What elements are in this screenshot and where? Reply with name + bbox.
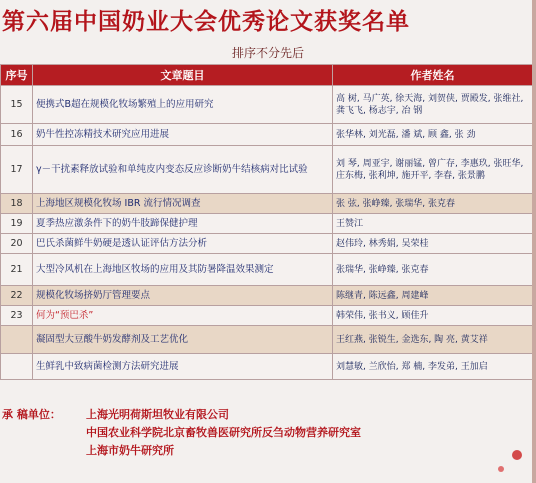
row-number: 21	[1, 254, 33, 286]
row-authors: 赵伟玲, 林秀娟, 吴荣桂	[333, 234, 533, 254]
row-number	[1, 354, 33, 380]
poster-subtitle: 排序不分先后	[231, 46, 304, 60]
table-row	[1, 124, 533, 146]
row-topic: γ－干扰素释放试验和单纯皮内变态反应诊断奶牛结核病对比试验	[33, 146, 333, 194]
row-authors: 张华林, 刘光磊, 潘 斌, 顾 鑫, 张 劲	[333, 124, 533, 146]
table-row	[1, 146, 533, 194]
organizer-2: 中国农业科学院北京畜牧兽医研究所反刍动物营养研究室	[86, 426, 361, 439]
header-authors: 作者姓名	[333, 65, 533, 86]
row-topic: 凝固型大豆酸牛奶发酵剂及工艺优化	[33, 326, 333, 354]
header-number: 序号	[1, 65, 33, 86]
row-authors: 刘 琴, 周亚宇, 谢丽锰, 曾广存, 李惠玖, 张旺华, 庄东梅, 张利坤, 施开平, 李春, 张景鹏	[333, 146, 533, 194]
row-topic: 便携式B超在规模化牧场繁殖上的应用研究	[33, 86, 333, 124]
table-row	[1, 286, 533, 306]
table-header-row	[1, 65, 533, 86]
row-number: 23	[1, 306, 33, 326]
table-row	[1, 254, 533, 286]
row-topic: 规模化牧场挤奶厅管理要点	[33, 286, 333, 306]
row-authors: 王红燕, 张锐生, 金选东, 陶 亮, 黄艾祥	[333, 326, 533, 354]
header-topic: 文章题目	[33, 65, 333, 86]
table-row	[1, 234, 533, 254]
row-authors: 张瑞华, 张峥臻, 张克春	[333, 254, 533, 286]
row-authors: 张 弦, 张峥臻, 张瑞华, 张克春	[333, 194, 533, 214]
table-row	[1, 354, 533, 380]
row-number	[1, 326, 33, 354]
awards-table	[0, 64, 533, 380]
row-topic: 何为“预巴杀”	[33, 306, 333, 326]
poster-title: 第六届中国奶业大会优秀论文获奖名单	[2, 9, 410, 35]
row-number: 15	[1, 86, 33, 124]
row-authors: 陈继青, 陈远鑫, 周建峰	[333, 286, 533, 306]
row-topic: 巴氏杀菌鲜牛奶硬是透认证评估方法分析	[33, 234, 333, 254]
footer-organizers	[0, 398, 536, 483]
row-authors: 王赞江	[333, 214, 533, 234]
organizer-1: 上海光明荷斯坦牧业有限公司	[86, 408, 229, 421]
row-number: 18	[1, 194, 33, 214]
table-row	[1, 194, 533, 214]
row-topic: 奶牛性控冻精技术研究应用进展	[33, 124, 333, 146]
row-number: 22	[1, 286, 33, 306]
organizer-3: 上海市奶牛研究所	[86, 444, 174, 457]
row-topic: 生鲜乳中致病菌检测方法研究进展	[33, 354, 333, 380]
row-authors: 韩荣伟, 张书义, 顾佳升	[333, 306, 533, 326]
poster-edge	[532, 0, 536, 483]
table-row	[1, 306, 533, 326]
row-number: 20	[1, 234, 33, 254]
row-number: 16	[1, 124, 33, 146]
row-authors: 刘慧敏, 兰欣怡, 郑 楠, 李发弟, 王加启	[333, 354, 533, 380]
table-row	[1, 86, 533, 124]
footer-label: 承 稿单位：	[2, 408, 61, 421]
row-number: 17	[1, 146, 33, 194]
row-topic: 上海地区规模化牧场 IBR 流行情况调查	[33, 194, 333, 214]
row-authors: 高 树, 马广英, 徐天海, 刘贺侠, 贾殿发, 张维社, 龚飞飞, 杨志宇, 冶 钢	[333, 86, 533, 124]
table-row	[1, 326, 533, 354]
row-topic: 大型冷风机在上海地区牧场的应用及其防暑降温效果测定	[33, 254, 333, 286]
decoration-dot	[512, 450, 522, 460]
row-topic: 夏季热应激条件下的奶牛肢蹄保健护理	[33, 214, 333, 234]
decoration-dot-small	[498, 466, 504, 472]
table-row	[1, 214, 533, 234]
row-number: 19	[1, 214, 33, 234]
